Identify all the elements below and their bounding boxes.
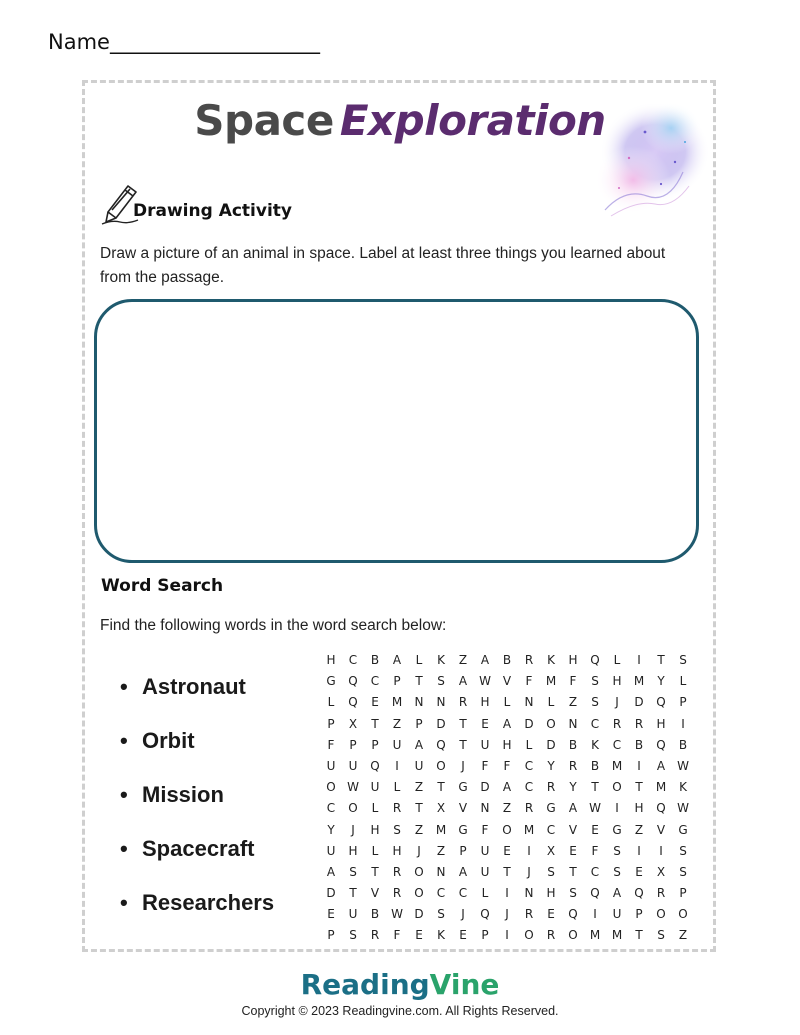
bullet-icon: •: [120, 890, 128, 915]
grid-letter[interactable]: W: [391, 907, 403, 922]
grid-letter[interactable]: S: [657, 928, 665, 943]
grid-letter[interactable]: A: [392, 653, 402, 667]
grid-letter[interactable]: S: [613, 843, 621, 858]
grid-letter[interactable]: F: [327, 737, 335, 752]
grid-letter[interactable]: C: [348, 653, 358, 667]
grid-letter[interactable]: H: [326, 653, 336, 667]
grid-letter[interactable]: U: [480, 864, 490, 879]
word-search-instructions: Find the following words in the word search below:: [100, 617, 447, 634]
title-part-exploration: Exploration: [339, 96, 606, 145]
grid-letter[interactable]: S: [591, 674, 599, 689]
grid-letter[interactable]: B: [370, 907, 380, 922]
grid-letter[interactable]: L: [547, 695, 555, 710]
grid-letter[interactable]: U: [414, 758, 424, 773]
grid-letter[interactable]: R: [546, 780, 556, 795]
grid-letter[interactable]: M: [611, 928, 623, 943]
grid-letter[interactable]: L: [327, 695, 335, 710]
grid-letter[interactable]: M: [545, 674, 557, 689]
grid-letter[interactable]: F: [591, 843, 599, 858]
grid-letter[interactable]: Z: [414, 822, 424, 837]
grid-letter[interactable]: R: [568, 758, 578, 773]
grid-letter[interactable]: Z: [392, 716, 402, 731]
grid-letter[interactable]: A: [326, 864, 336, 879]
grid-letter[interactable]: N: [436, 864, 446, 879]
grid-letter[interactable]: R: [524, 907, 534, 922]
grid-row: [320, 714, 694, 735]
logo-reading: Reading: [300, 968, 430, 1001]
grid-letter[interactable]: T: [371, 716, 379, 731]
word-search-grid: [320, 650, 694, 947]
grid-letter[interactable]: F: [569, 674, 577, 689]
grid-letter[interactable]: P: [459, 843, 467, 858]
grid-letter[interactable]: O: [326, 780, 336, 795]
grid-letter[interactable]: D: [480, 780, 490, 795]
word-list-label: Spacecraft: [142, 836, 255, 861]
grid-row: [320, 798, 694, 819]
grid-letter[interactable]: Y: [657, 674, 665, 689]
grid-letter[interactable]: D: [436, 716, 446, 731]
grid-letter[interactable]: M: [633, 674, 645, 689]
grid-row: [320, 862, 694, 883]
grid-letter[interactable]: Y: [547, 758, 555, 773]
grid-letter[interactable]: O: [656, 907, 666, 922]
grid-letter[interactable]: S: [613, 864, 621, 879]
grid-letter[interactable]: W: [677, 758, 689, 773]
grid-letter[interactable]: U: [348, 907, 358, 922]
grid-letter[interactable]: M: [611, 758, 623, 773]
grid-letter[interactable]: K: [679, 780, 687, 795]
grid-letter[interactable]: K: [437, 928, 445, 943]
grid-letter[interactable]: L: [415, 653, 423, 667]
word-list-item: [120, 836, 274, 890]
grid-letter[interactable]: S: [349, 864, 357, 879]
grid-letter[interactable]: L: [679, 674, 687, 689]
grid-row: [320, 777, 694, 798]
grid-letter[interactable]: E: [503, 843, 511, 858]
grid-letter[interactable]: O: [502, 822, 512, 837]
grid-letter[interactable]: H: [612, 674, 622, 689]
grid-row: [320, 756, 694, 777]
grid-letter[interactable]: S: [349, 928, 357, 943]
grid-letter[interactable]: J: [527, 864, 531, 879]
grid-letter[interactable]: D: [524, 716, 534, 731]
grid-letter[interactable]: Q: [634, 886, 644, 901]
grid-letter[interactable]: T: [503, 864, 511, 879]
grid-letter[interactable]: J: [461, 758, 465, 773]
grid-letter[interactable]: G: [678, 822, 688, 837]
grid-letter[interactable]: O: [546, 716, 556, 731]
grid-letter[interactable]: S: [679, 864, 687, 879]
grid-letter[interactable]: S: [679, 843, 687, 858]
grid-letter[interactable]: X: [656, 864, 666, 879]
grid-letter[interactable]: H: [656, 716, 666, 731]
grid-letter[interactable]: H: [568, 653, 578, 667]
word-list-item: [120, 890, 274, 944]
grid-letter[interactable]: X: [546, 843, 556, 858]
grid-letter[interactable]: K: [591, 737, 599, 752]
grid-letter[interactable]: M: [589, 928, 601, 943]
grid-letter[interactable]: S: [437, 907, 445, 922]
grid-letter[interactable]: D: [326, 886, 336, 901]
grid-row: [320, 735, 694, 756]
grid-row: [320, 904, 694, 925]
grid-letter[interactable]: P: [349, 737, 357, 752]
grid-letter[interactable]: A: [414, 737, 424, 752]
grid-letter[interactable]: P: [679, 695, 687, 710]
grid-letter[interactable]: P: [371, 737, 379, 752]
grid-letter[interactable]: B: [678, 737, 688, 752]
grid-letter[interactable]: E: [547, 907, 555, 922]
word-list-item: [120, 782, 274, 836]
grid-letter[interactable]: W: [677, 801, 689, 816]
grid-letter[interactable]: S: [393, 822, 401, 837]
grid-letter[interactable]: I: [505, 928, 509, 943]
grid-letter[interactable]: L: [525, 737, 533, 752]
grid-letter[interactable]: C: [458, 886, 468, 901]
grid-letter[interactable]: T: [459, 716, 467, 731]
copyright-text: Copyright © 2023 Readingvine.com. All Rights Reserved.: [241, 1004, 559, 1018]
grid-letter[interactable]: G: [458, 780, 468, 795]
grid-letter[interactable]: W: [479, 674, 491, 689]
grid-letter[interactable]: A: [502, 780, 512, 795]
grid-letter[interactable]: L: [371, 801, 379, 816]
grid-letter[interactable]: T: [349, 886, 357, 901]
grid-letter[interactable]: I: [637, 653, 641, 667]
word-list-item: [120, 674, 274, 728]
grid-letter[interactable]: P: [635, 907, 643, 922]
grid-letter[interactable]: I: [615, 801, 619, 816]
grid-letter[interactable]: C: [524, 780, 534, 795]
grid-letter[interactable]: N: [480, 801, 490, 816]
grid-letter[interactable]: R: [392, 801, 402, 816]
grid-letter[interactable]: T: [569, 864, 577, 879]
grid-letter[interactable]: O: [524, 928, 534, 943]
grid-letter[interactable]: P: [415, 716, 423, 731]
grid-letter[interactable]: I: [659, 843, 663, 858]
grid-letter[interactable]: L: [613, 653, 621, 667]
grid-letter[interactable]: T: [437, 780, 445, 795]
grid-row: [320, 925, 694, 946]
grid-letter[interactable]: S: [679, 653, 687, 667]
bullet-icon: •: [120, 836, 128, 861]
grid-letter[interactable]: G: [326, 674, 336, 689]
grid-letter[interactable]: C: [524, 758, 534, 773]
grid-letter[interactable]: E: [327, 907, 335, 922]
grid-letter[interactable]: P: [679, 886, 687, 901]
grid-letter[interactable]: L: [481, 886, 489, 901]
grid-letter[interactable]: H: [348, 843, 358, 858]
grid-letter[interactable]: Y: [569, 780, 577, 795]
grid-letter[interactable]: K: [437, 653, 445, 667]
grid-letter[interactable]: J: [615, 695, 619, 710]
grid-row: [320, 820, 694, 841]
grid-letter[interactable]: I: [505, 886, 509, 901]
grid-letter[interactable]: S: [547, 864, 555, 879]
grid-letter[interactable]: N: [524, 695, 534, 710]
grid-letter[interactable]: Q: [590, 886, 600, 901]
grid-letter[interactable]: F: [481, 822, 489, 837]
grid-letter[interactable]: Z: [458, 653, 468, 667]
grid-letter[interactable]: O: [348, 801, 358, 816]
grid-letter[interactable]: A: [502, 716, 512, 731]
title-part-space: Space: [194, 96, 334, 145]
grid-letter[interactable]: G: [458, 822, 468, 837]
grid-letter[interactable]: L: [371, 843, 379, 858]
grid-letter[interactable]: F: [525, 674, 533, 689]
grid-letter[interactable]: V: [502, 674, 512, 689]
grid-letter[interactable]: S: [591, 695, 599, 710]
grid-row: [320, 671, 694, 692]
grid-letter[interactable]: Z: [568, 695, 578, 710]
grid-letter[interactable]: C: [590, 864, 600, 879]
grid-letter[interactable]: H: [634, 801, 644, 816]
grid-letter[interactable]: L: [393, 780, 401, 795]
grid-letter[interactable]: N: [436, 695, 446, 710]
grid-row: [320, 883, 694, 904]
word-list-label: Astronaut: [142, 674, 246, 699]
grid-letter[interactable]: M: [523, 822, 535, 837]
grid-letter[interactable]: Q: [656, 695, 666, 710]
grid-letter[interactable]: A: [458, 674, 468, 689]
grid-letter[interactable]: Q: [348, 695, 358, 710]
grid-letter[interactable]: F: [503, 758, 511, 773]
grid-letter[interactable]: I: [527, 843, 531, 858]
bullet-icon: •: [120, 728, 128, 753]
grid-letter[interactable]: I: [637, 758, 641, 773]
grid-letter[interactable]: O: [414, 864, 424, 879]
drawing-area[interactable]: [94, 299, 699, 563]
grid-letter[interactable]: P: [327, 716, 335, 731]
bullet-icon: •: [120, 782, 128, 807]
grid-letter[interactable]: T: [371, 864, 379, 879]
word-list-label: Mission: [142, 782, 224, 807]
grid-letter[interactable]: R: [524, 653, 534, 667]
grid-letter[interactable]: R: [612, 716, 622, 731]
grid-letter[interactable]: R: [392, 886, 402, 901]
grid-letter[interactable]: I: [593, 907, 597, 922]
grid-letter[interactable]: Z: [414, 780, 424, 795]
grid-letter[interactable]: S: [569, 886, 577, 901]
grid-letter[interactable]: I: [637, 843, 641, 858]
grid-letter[interactable]: T: [459, 737, 467, 752]
grid-letter[interactable]: R: [546, 928, 556, 943]
grid-letter[interactable]: D: [414, 907, 424, 922]
grid-letter[interactable]: A: [612, 886, 622, 901]
grid-letter[interactable]: H: [392, 843, 402, 858]
grid-letter[interactable]: Q: [436, 737, 446, 752]
grid-letter[interactable]: U: [612, 907, 622, 922]
drawing-instructions: Draw a picture of an animal in space. Label at least three things you learned about from the passage.: [100, 245, 666, 286]
grid-letter[interactable]: T: [657, 653, 665, 667]
grid-row: [320, 692, 694, 713]
grid-letter[interactable]: R: [634, 716, 644, 731]
word-list-item: [120, 728, 274, 782]
grid-letter[interactable]: A: [568, 801, 578, 816]
grid-letter[interactable]: C: [590, 716, 600, 731]
grid-letter[interactable]: B: [502, 653, 512, 667]
grid-letter[interactable]: U: [480, 843, 490, 858]
grid-letter[interactable]: B: [590, 758, 600, 773]
grid-letter[interactable]: V: [568, 822, 578, 837]
grid-letter[interactable]: T: [591, 780, 599, 795]
grid-letter[interactable]: R: [370, 928, 380, 943]
grid-letter[interactable]: Q: [656, 801, 666, 816]
grid-letter[interactable]: V: [656, 822, 666, 837]
grid-letter[interactable]: B: [634, 737, 644, 752]
grid-letter[interactable]: M: [391, 695, 403, 710]
bullet-icon: •: [120, 674, 128, 699]
grid-letter[interactable]: E: [591, 822, 599, 837]
grid-letter[interactable]: P: [393, 674, 401, 689]
grid-letter[interactable]: A: [656, 758, 666, 773]
grid-letter[interactable]: R: [392, 864, 402, 879]
grid-letter[interactable]: P: [327, 928, 335, 943]
grid-letter[interactable]: D: [546, 737, 556, 752]
grid-letter[interactable]: Q: [656, 737, 666, 752]
grid-letter[interactable]: P: [481, 928, 489, 943]
grid-letter[interactable]: O: [414, 886, 424, 901]
name-field-label: Name____________________: [48, 30, 320, 54]
grid-letter[interactable]: N: [414, 695, 424, 710]
grid-letter[interactable]: T: [635, 780, 643, 795]
grid-letter[interactable]: J: [505, 907, 509, 922]
word-list: [120, 674, 274, 944]
grid-letter[interactable]: U: [326, 758, 336, 773]
drawing-activity-heading: Drawing Activity: [133, 201, 292, 221]
grid-letter[interactable]: R: [524, 801, 534, 816]
grid-letter[interactable]: J: [417, 843, 421, 858]
grid-letter[interactable]: Q: [348, 674, 358, 689]
word-list-label: Researchers: [142, 890, 275, 915]
grid-letter[interactable]: G: [546, 801, 556, 816]
grid-letter[interactable]: Q: [480, 907, 490, 922]
grid-letter[interactable]: Q: [590, 653, 600, 667]
grid-letter[interactable]: T: [415, 801, 423, 816]
grid-letter[interactable]: U: [370, 780, 380, 795]
grid-letter[interactable]: E: [415, 928, 423, 943]
grid-letter[interactable]: H: [370, 822, 380, 837]
grid-letter[interactable]: M: [435, 822, 447, 837]
grid-letter[interactable]: O: [436, 758, 446, 773]
grid-letter[interactable]: Z: [678, 928, 688, 943]
grid-letter[interactable]: C: [370, 674, 380, 689]
grid-letter[interactable]: C: [546, 822, 556, 837]
grid-letter[interactable]: F: [393, 928, 401, 943]
grid-letter[interactable]: D: [634, 695, 644, 710]
grid-letter[interactable]: K: [547, 653, 555, 667]
grid-letter[interactable]: T: [415, 674, 423, 689]
grid-letter[interactable]: N: [524, 886, 534, 901]
grid-letter[interactable]: Z: [502, 801, 512, 816]
nebula-illustration-icon: [585, 92, 710, 227]
grid-letter[interactable]: U: [480, 737, 490, 752]
grid-letter[interactable]: O: [568, 928, 578, 943]
grid-letter[interactable]: B: [568, 737, 578, 752]
grid-letter[interactable]: E: [459, 928, 467, 943]
grid-letter[interactable]: U: [392, 737, 402, 752]
grid-row: [320, 650, 694, 671]
readingvine-logo: [0, 968, 800, 1001]
grid-letter[interactable]: B: [370, 653, 380, 667]
grid-letter[interactable]: Q: [568, 907, 578, 922]
grid-letter[interactable]: E: [481, 716, 489, 731]
grid-letter[interactable]: W: [589, 801, 601, 816]
grid-letter[interactable]: N: [568, 716, 578, 731]
grid-letter[interactable]: Y: [327, 822, 335, 837]
grid-letter[interactable]: R: [458, 695, 468, 710]
grid-letter[interactable]: W: [347, 780, 359, 795]
grid-letter[interactable]: H: [546, 886, 556, 901]
grid-letter[interactable]: E: [569, 843, 577, 858]
grid-letter[interactable]: V: [370, 886, 380, 901]
grid-letter[interactable]: Z: [634, 822, 644, 837]
grid-letter[interactable]: T: [635, 928, 643, 943]
grid-letter[interactable]: C: [436, 886, 446, 901]
grid-letter[interactable]: U: [348, 758, 358, 773]
grid-letter[interactable]: E: [371, 695, 379, 710]
grid-letter[interactable]: U: [326, 843, 336, 858]
grid-letter[interactable]: A: [480, 653, 490, 667]
grid-letter[interactable]: C: [612, 737, 622, 752]
grid-letter[interactable]: F: [481, 758, 489, 773]
grid-letter[interactable]: M: [655, 780, 667, 795]
grid-letter[interactable]: X: [348, 716, 358, 731]
grid-letter[interactable]: X: [436, 801, 446, 816]
logo-vine: Vine: [429, 968, 500, 1001]
grid-letter[interactable]: R: [656, 886, 666, 901]
grid-letter[interactable]: O: [612, 780, 622, 795]
grid-letter[interactable]: S: [437, 674, 445, 689]
grid-letter[interactable]: E: [635, 864, 643, 879]
grid-row: [320, 841, 694, 862]
grid-letter[interactable]: A: [458, 864, 468, 879]
grid-letter[interactable]: J: [351, 822, 355, 837]
grid-letter[interactable]: H: [480, 695, 490, 710]
grid-letter[interactable]: C: [326, 801, 336, 816]
grid-letter[interactable]: Q: [370, 758, 380, 773]
word-list-label: Orbit: [142, 728, 195, 753]
grid-letter[interactable]: O: [678, 907, 688, 922]
grid-letter[interactable]: L: [503, 695, 511, 710]
grid-letter[interactable]: Z: [436, 843, 446, 858]
grid-letter[interactable]: I: [395, 758, 399, 773]
word-search-heading: Word Search: [101, 576, 224, 596]
grid-letter[interactable]: I: [681, 716, 685, 731]
grid-letter[interactable]: H: [502, 737, 512, 752]
grid-letter[interactable]: G: [612, 822, 622, 837]
grid-letter[interactable]: J: [461, 907, 465, 922]
grid-letter[interactable]: V: [458, 801, 468, 816]
